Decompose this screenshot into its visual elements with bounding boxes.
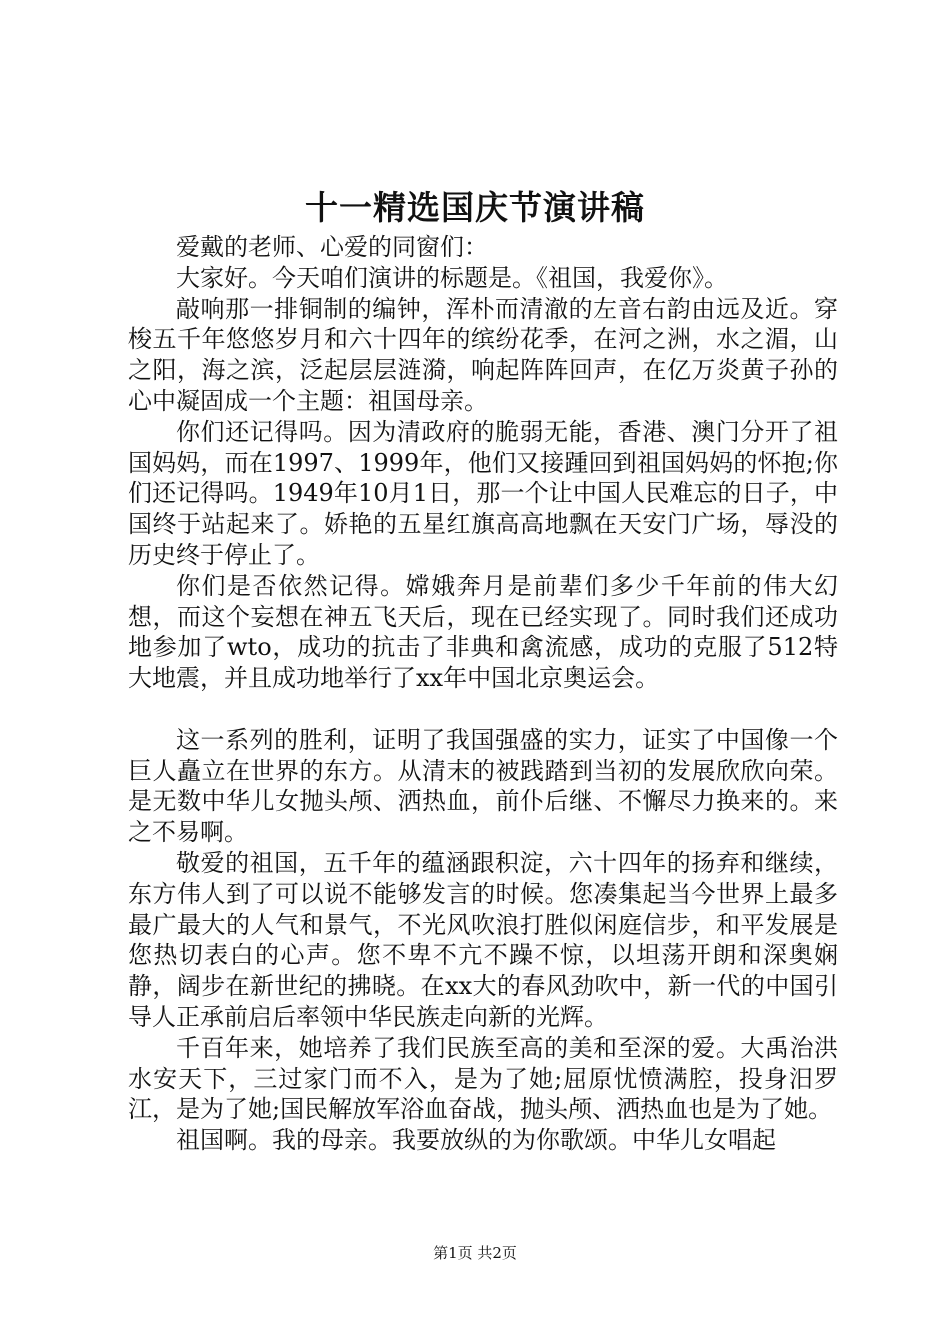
paragraph-bells: 敲响那一排铜制的编钟，浑朴而清澈的左音右韵由远及近。穿梭五千年悠悠岁月和六十四年的缤纷花季，在河之洲，水之湄，山之阳，海之滨，泛起层层涟漪，响起阵阵回声，在亿万炎黄子孙的心中凝固成一个主题：祖国母亲。 (128, 294, 838, 415)
paragraph-remember: 你们还记得吗。因为清政府的脆弱无能，香港、澳门分开了祖国妈妈，而在1997、1999年，他们又接踵回到祖国妈妈的怀抱;你们还记得吗。1949年10月1日，那一个让中国人民难忘的日子，中国终于站起来了。娇艳的五星红旗高高地飘在天安门广场，辱没的历史终于停止了。 (128, 417, 838, 569)
paragraph-history: 千百年来，她培养了我们民族至高的美和至深的爱。大禹治洪水安天下，三过家门而不入，是为了她;屈原忧愤满腔，投身汨罗江，是为了她;国民解放军浴血奋战，抛头颅、洒热血也是为了她。 (128, 1033, 838, 1124)
paragraph-motherland: 敬爱的祖国，五千年的蕴涵跟积淀，六十四年的扬弃和继续，东方伟人到了可以说不能够发言的时候。您凑集起当今世界上最多最广最大的人气和景气，不光风吹浪打胜似闲庭信步，和平发展是您热切表白的心声。您不卑不亢不躁不惊，以坦荡开朗和深奥娴静，阔步在新世纪的拂晓。在xx大的春风劲吹中，新一代的中国引导人正承前启后率领中华民族走向新的光辉。 (128, 848, 838, 1031)
page-footer: 第1页 共2页 (433, 1244, 517, 1262)
paragraph-spacer (128, 694, 838, 725)
paragraph-victories: 这一系列的胜利，证明了我国强盛的实力，证实了中国像一个巨人矗立在世界的东方。从清末的被践踏到当初的发展欣欣向荣。是无数中华儿女抛头颅、洒热血，前仆后继、不懈尽力换来的。来之不易啊。 (128, 725, 838, 847)
document-title: 十一精选国庆节演讲稿 (305, 188, 645, 227)
document-body (128, 232, 838, 1156)
paragraph-opening: 大家好。今天咱们演讲的标题是。《祖国，我爱你》。 (176, 263, 728, 292)
paragraph-achievements: 你们是否依然记得。嫦娥奔月是前辈们多少千年前的伟大幻想，而这个妄想在神五飞天后，现在已经实现了。同时我们还成功地参加了wto，成功的抗击了非典和禽流感，成功的克服了512特大地震，并且成功地举行了xx年中国北京奥运会。 (128, 571, 838, 693)
paragraph-greeting: 爱戴的老师、心爱的同窗们： (176, 233, 488, 261)
paragraph-closing: 祖国啊。我的母亲。我要放纵的为你歌颂。中华儿女唱起 (176, 1126, 776, 1155)
